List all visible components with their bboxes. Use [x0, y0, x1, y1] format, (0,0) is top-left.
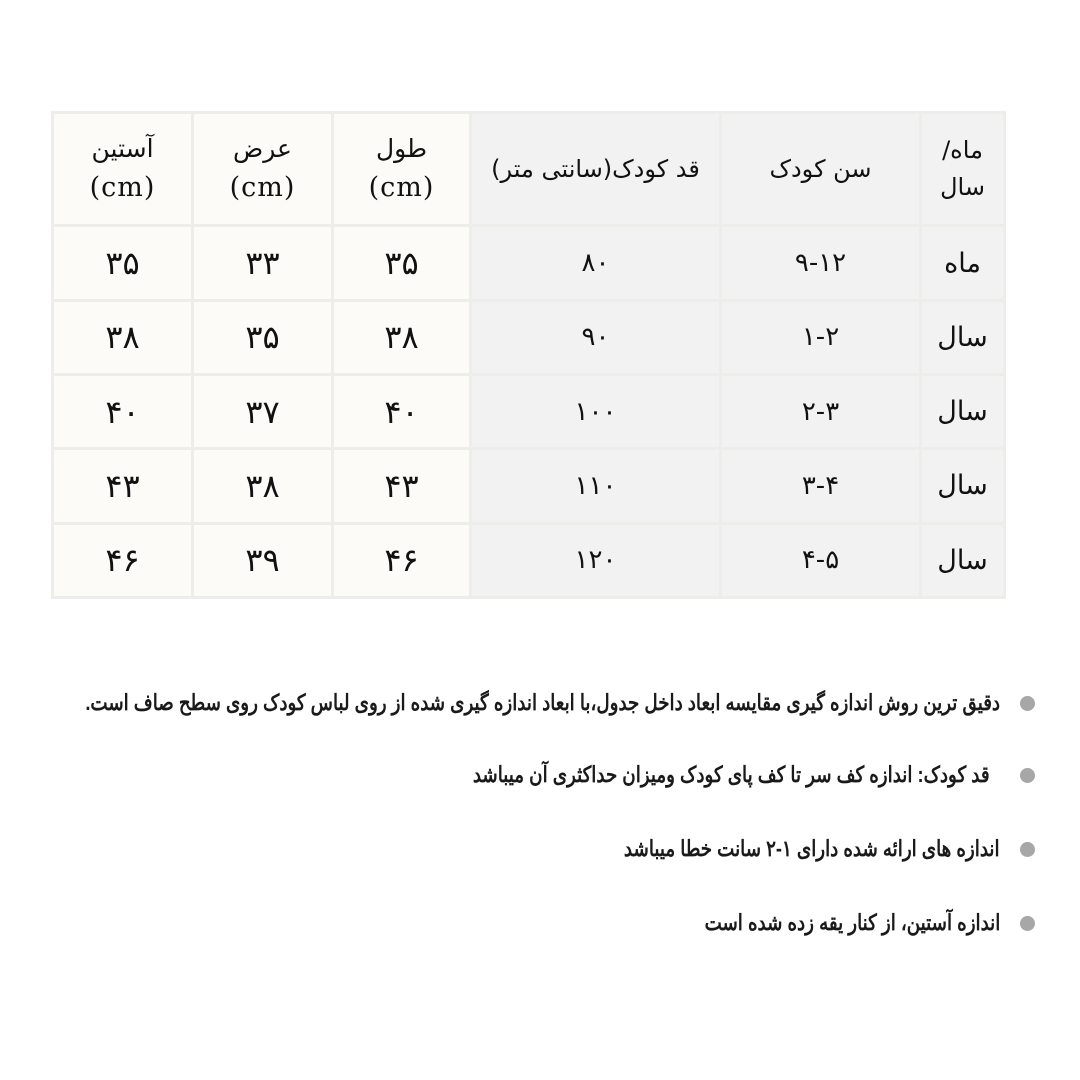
note-item — [644, 910, 1035, 936]
cell-length: ۴۰ — [333, 375, 471, 449]
bullet-icon — [1020, 768, 1035, 783]
cell-width: ۳۸ — [193, 449, 333, 523]
cell-sleeve: ۴۶ — [53, 523, 193, 597]
header-length-unit: (cm) — [368, 171, 435, 203]
cell-height: ۸۰ — [471, 226, 721, 300]
cell-age: ۱-۲ — [721, 300, 921, 374]
cell-sleeve: ۳۵ — [53, 226, 193, 300]
note-text: اندازه های ارائه شده دارای ۱-۲ سانت خطا میباشد — [624, 836, 1000, 861]
note-text: دقیق ترین روش اندازه گیری مقایسه ابعاد داخل جدول،با ابعاد اندازه گیری شده از روی لباس کودک روی سطح صاف است. — [85, 690, 1000, 715]
cell-age: ۹-۱۲ — [721, 226, 921, 300]
table-header-row — [53, 113, 1005, 226]
header-unit-line1: ماه/ — [942, 136, 983, 165]
header-sleeve-unit: (cm) — [89, 171, 156, 203]
cell-length: ۴۳ — [333, 449, 471, 523]
bullet-icon — [1020, 842, 1035, 857]
cell-unit: سال — [921, 449, 1005, 523]
cell-width: ۳۹ — [193, 523, 333, 597]
header-width — [193, 113, 333, 226]
note-text: قد کودک: اندازه کف سر تا کف پای کودک ومیزان حداکثری آن میباشد — [473, 762, 990, 787]
cell-sleeve: ۴۰ — [53, 375, 193, 449]
table-row — [53, 375, 1005, 449]
cell-width: ۳۷ — [193, 375, 333, 449]
cell-width: ۳۵ — [193, 300, 333, 374]
header-length-label: طول — [376, 134, 427, 164]
cell-age: ۴-۵ — [721, 523, 921, 597]
note-item — [367, 762, 1035, 788]
cell-height: ۹۰ — [471, 300, 721, 374]
bullet-icon — [1020, 696, 1035, 711]
cell-height: ۱۲۰ — [471, 523, 721, 597]
cell-width: ۳۳ — [193, 226, 333, 300]
header-width-label: عرض — [233, 134, 292, 164]
cell-height: ۱۱۰ — [471, 449, 721, 523]
header-sleeve — [53, 113, 193, 226]
table-row — [53, 300, 1005, 374]
note-text: اندازه آستین، از کنار یقه زده شده است — [704, 910, 1000, 935]
header-width-unit: (cm) — [229, 171, 296, 203]
table-row — [53, 226, 1005, 300]
cell-unit: سال — [921, 375, 1005, 449]
table-row — [53, 449, 1005, 523]
cell-sleeve: ۴۳ — [53, 449, 193, 523]
note-item — [547, 836, 1035, 862]
cell-unit: ماه — [921, 226, 1005, 300]
cell-length: ۴۶ — [333, 523, 471, 597]
header-length — [333, 113, 471, 226]
cell-length: ۳۵ — [333, 226, 471, 300]
cell-unit: سال — [921, 523, 1005, 597]
header-sleeve-label: آستین — [91, 134, 154, 164]
size-chart — [60, 111, 1006, 599]
size-table — [51, 111, 1006, 599]
note-item — [0, 690, 1035, 716]
table-row — [53, 523, 1005, 597]
header-unit-line2: سال — [940, 173, 985, 202]
notes-list — [40, 690, 1035, 980]
cell-sleeve: ۳۸ — [53, 300, 193, 374]
header-unit — [921, 113, 1005, 226]
cell-length: ۳۸ — [333, 300, 471, 374]
header-height: قد کودک(سانتی متر) — [471, 113, 721, 226]
header-age: سن کودک — [721, 113, 921, 226]
cell-age: ۳-۴ — [721, 449, 921, 523]
cell-unit: سال — [921, 300, 1005, 374]
bullet-icon — [1020, 916, 1035, 931]
cell-age: ۲-۳ — [721, 375, 921, 449]
cell-height: ۱۰۰ — [471, 375, 721, 449]
